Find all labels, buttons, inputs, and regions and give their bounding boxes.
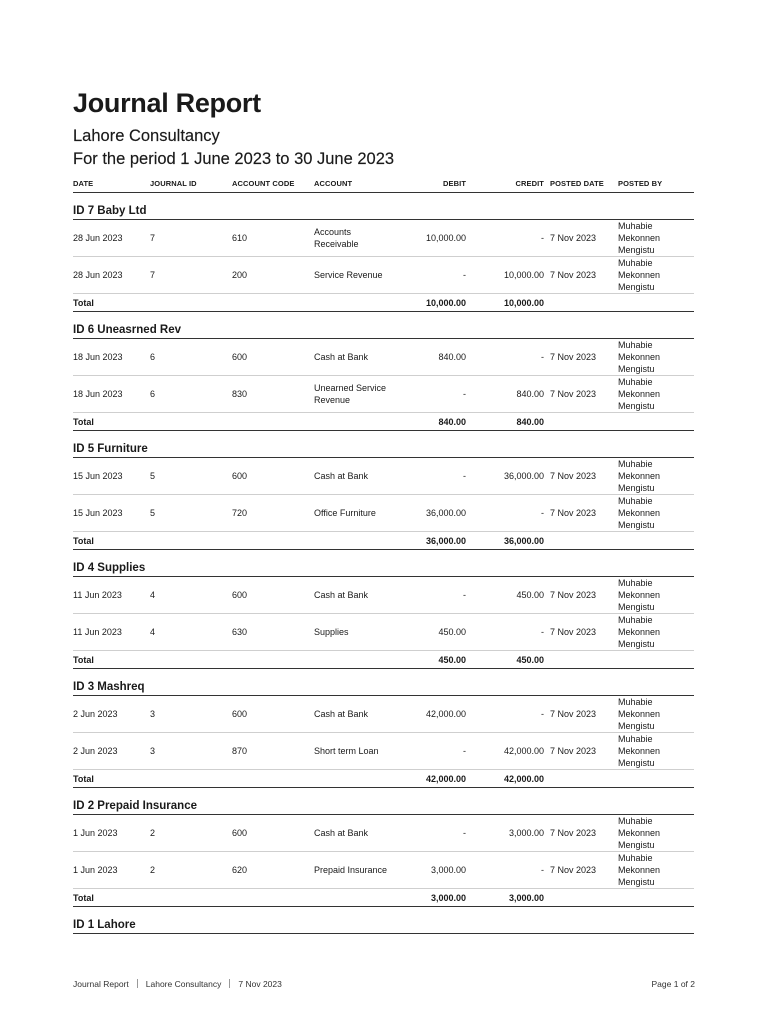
cell-date: 18 Jun 2023 [73, 339, 150, 376]
cell-posted-by: Muhabie Mekonnen Mengistu [618, 339, 694, 376]
report-period: For the period 1 June 2023 to 30 June 2023 [73, 150, 395, 168]
journal-group-heading-row [73, 193, 694, 220]
cell-credit: 42,000.00 [472, 733, 550, 770]
total-label: Total [73, 413, 150, 431]
cell-posted-date: 7 Nov 2023 [550, 577, 618, 614]
journal-total-row [73, 651, 694, 669]
cell-debit: 3,000.00 [394, 852, 472, 889]
total-label: Total [73, 770, 150, 788]
journal-group-heading: ID 6 Uneasrned Rev [73, 312, 694, 339]
journal-total-row [73, 532, 694, 550]
empty-cell [618, 532, 694, 550]
cell-posted-date: 7 Nov 2023 [550, 696, 618, 733]
total-label: Total [73, 532, 150, 550]
page-footer [73, 979, 695, 989]
table-row [73, 852, 694, 889]
empty-cell [618, 651, 694, 669]
footer-report-name: Journal Report [73, 979, 129, 989]
cell-account-code: 600 [232, 577, 314, 614]
cell-date: 2 Jun 2023 [73, 733, 150, 770]
cell-account-code: 630 [232, 614, 314, 651]
total-debit: 36,000.00 [394, 532, 472, 550]
cell-posted-by: Muhabie Mekonnen Mengistu [618, 815, 694, 852]
empty-cell [618, 889, 694, 907]
empty-cell [314, 770, 394, 788]
cell-credit: - [472, 339, 550, 376]
cell-posted-by: Muhabie Mekonnen Mengistu [618, 257, 694, 294]
cell-account-code: 600 [232, 815, 314, 852]
footer-page-number: Page 1 of 2 [651, 979, 695, 989]
cell-account: Cash at Bank [314, 577, 394, 614]
cell-journal-id: 3 [150, 733, 232, 770]
empty-cell [150, 294, 232, 312]
cell-posted-by: Muhabie Mekonnen Mengistu [618, 376, 694, 413]
empty-cell [314, 413, 394, 431]
empty-cell [314, 532, 394, 550]
cell-account-code: 600 [232, 339, 314, 376]
cell-posted-by: Muhabie Mekonnen Mengistu [618, 696, 694, 733]
cell-journal-id: 6 [150, 376, 232, 413]
cell-credit: 450.00 [472, 577, 550, 614]
column-header-credit: CREDIT [472, 175, 550, 193]
cell-posted-date: 7 Nov 2023 [550, 220, 618, 257]
empty-cell [618, 413, 694, 431]
empty-cell [618, 770, 694, 788]
empty-cell [550, 770, 618, 788]
empty-cell [232, 889, 314, 907]
cell-posted-by: Muhabie Mekonnen Mengistu [618, 220, 694, 257]
cell-credit: - [472, 495, 550, 532]
cell-account: Prepaid Insurance [314, 852, 394, 889]
total-label: Total [73, 294, 150, 312]
empty-cell [314, 889, 394, 907]
total-label: Total [73, 889, 150, 907]
cell-account: Cash at Bank [314, 458, 394, 495]
cell-credit: - [472, 614, 550, 651]
footer-divider [229, 979, 230, 988]
cell-account: Service Revenue [314, 257, 394, 294]
journal-total-row [73, 413, 694, 431]
total-debit: 10,000.00 [394, 294, 472, 312]
cell-journal-id: 2 [150, 815, 232, 852]
table-row [73, 577, 694, 614]
report-page [73, 86, 694, 934]
empty-cell [550, 889, 618, 907]
cell-date: 11 Jun 2023 [73, 577, 150, 614]
journal-group-heading-row [73, 907, 694, 934]
table-row [73, 614, 694, 651]
cell-posted-by: Muhabie Mekonnen Mengistu [618, 495, 694, 532]
cell-account: Accounts Receivable [314, 220, 394, 257]
footer-divider [137, 979, 138, 988]
cell-credit: 840.00 [472, 376, 550, 413]
cell-debit: - [394, 815, 472, 852]
total-label: Total [73, 651, 150, 669]
journal-group-heading-row [73, 550, 694, 577]
cell-posted-date: 7 Nov 2023 [550, 458, 618, 495]
journal-group-heading: ID 1 Lahore [73, 907, 694, 934]
footer-organization: Lahore Consultancy [145, 979, 222, 989]
cell-posted-date: 7 Nov 2023 [550, 852, 618, 889]
cell-posted-by: Muhabie Mekonnen Mengistu [618, 733, 694, 770]
empty-cell [232, 294, 314, 312]
empty-cell [550, 294, 618, 312]
journal-group-heading: ID 4 Supplies [73, 550, 694, 577]
cell-journal-id: 4 [150, 577, 232, 614]
column-header-account: ACCOUNT [314, 175, 394, 193]
empty-cell [232, 651, 314, 669]
cell-account-code: 720 [232, 495, 314, 532]
total-credit: 10,000.00 [472, 294, 550, 312]
column-header-debit: DEBIT [394, 175, 472, 193]
cell-journal-id: 7 [150, 220, 232, 257]
empty-cell [150, 532, 232, 550]
table-row [73, 495, 694, 532]
total-debit: 42,000.00 [394, 770, 472, 788]
cell-account: Cash at Bank [314, 815, 394, 852]
column-header-posted-date: POSTED DATE [550, 175, 618, 193]
cell-account-code: 620 [232, 852, 314, 889]
cell-account: Office Furniture [314, 495, 394, 532]
cell-journal-id: 2 [150, 852, 232, 889]
empty-cell [314, 294, 394, 312]
cell-journal-id: 3 [150, 696, 232, 733]
cell-journal-id: 5 [150, 458, 232, 495]
journal-total-row [73, 889, 694, 907]
empty-cell [618, 294, 694, 312]
table-row [73, 458, 694, 495]
journal-group-heading-row [73, 431, 694, 458]
cell-debit: - [394, 257, 472, 294]
cell-posted-by: Muhabie Mekonnen Mengistu [618, 458, 694, 495]
table-row [73, 376, 694, 413]
cell-debit: - [394, 458, 472, 495]
table-row [73, 733, 694, 770]
cell-date: 28 Jun 2023 [73, 257, 150, 294]
total-debit: 3,000.00 [394, 889, 472, 907]
cell-debit: 36,000.00 [394, 495, 472, 532]
column-header-account-code: ACCOUNT CODE [232, 175, 314, 193]
empty-cell [232, 770, 314, 788]
empty-cell [150, 770, 232, 788]
cell-account-code: 200 [232, 257, 314, 294]
cell-debit: 840.00 [394, 339, 472, 376]
cell-debit: - [394, 733, 472, 770]
journal-group-heading: ID 2 Prepaid Insurance [73, 788, 694, 815]
cell-account: Short term Loan [314, 733, 394, 770]
journal-group-heading-row [73, 312, 694, 339]
cell-account: Unearned Service Revenue [314, 376, 394, 413]
cell-posted-date: 7 Nov 2023 [550, 339, 618, 376]
table-row [73, 220, 694, 257]
cell-account: Cash at Bank [314, 696, 394, 733]
cell-credit: 10,000.00 [472, 257, 550, 294]
journal-group-heading: ID 5 Furniture [73, 431, 694, 458]
cell-credit: - [472, 696, 550, 733]
cell-credit: 3,000.00 [472, 815, 550, 852]
cell-journal-id: 7 [150, 257, 232, 294]
empty-cell [150, 889, 232, 907]
cell-posted-by: Muhabie Mekonnen Mengistu [618, 577, 694, 614]
cell-credit: - [472, 852, 550, 889]
cell-posted-by: Muhabie Mekonnen Mengistu [618, 614, 694, 651]
cell-posted-date: 7 Nov 2023 [550, 815, 618, 852]
cell-journal-id: 4 [150, 614, 232, 651]
cell-account: Supplies [314, 614, 394, 651]
cell-debit: 10,000.00 [394, 220, 472, 257]
table-row [73, 339, 694, 376]
cell-date: 28 Jun 2023 [73, 220, 150, 257]
cell-posted-date: 7 Nov 2023 [550, 733, 618, 770]
cell-account-code: 600 [232, 458, 314, 495]
empty-cell [232, 532, 314, 550]
table-row [73, 815, 694, 852]
journal-total-row [73, 294, 694, 312]
empty-cell [550, 651, 618, 669]
cell-account-code: 600 [232, 696, 314, 733]
column-header-posted-by: POSTED BY [618, 175, 694, 193]
cell-debit: 42,000.00 [394, 696, 472, 733]
cell-account-code: 610 [232, 220, 314, 257]
cell-debit: 450.00 [394, 614, 472, 651]
cell-credit: - [472, 220, 550, 257]
journal-group-heading: ID 7 Baby Ltd [73, 193, 694, 220]
total-credit: 3,000.00 [472, 889, 550, 907]
footer-date: 7 Nov 2023 [238, 979, 282, 989]
total-debit: 840.00 [394, 413, 472, 431]
empty-cell [232, 413, 314, 431]
table-row [73, 257, 694, 294]
total-credit: 36,000.00 [472, 532, 550, 550]
cell-date: 15 Jun 2023 [73, 458, 150, 495]
journal-group-heading-row [73, 669, 694, 696]
journal-total-row [73, 770, 694, 788]
journal-table [73, 175, 694, 934]
table-header-row [73, 175, 694, 193]
cell-date: 2 Jun 2023 [73, 696, 150, 733]
empty-cell [150, 413, 232, 431]
cell-date: 1 Jun 2023 [73, 815, 150, 852]
cell-posted-by: Muhabie Mekonnen Mengistu [618, 852, 694, 889]
column-header-journal-id: JOURNAL ID [150, 175, 232, 193]
cell-date: 1 Jun 2023 [73, 852, 150, 889]
cell-date: 18 Jun 2023 [73, 376, 150, 413]
empty-cell [550, 532, 618, 550]
cell-credit: 36,000.00 [472, 458, 550, 495]
empty-cell [150, 651, 232, 669]
total-debit: 450.00 [394, 651, 472, 669]
cell-journal-id: 6 [150, 339, 232, 376]
column-header-date: DATE [73, 175, 150, 193]
empty-cell [550, 413, 618, 431]
cell-posted-date: 7 Nov 2023 [550, 614, 618, 651]
cell-date: 11 Jun 2023 [73, 614, 150, 651]
empty-cell [314, 651, 394, 669]
organization-name: Lahore Consultancy [73, 127, 220, 145]
total-credit: 450.00 [472, 651, 550, 669]
cell-posted-date: 7 Nov 2023 [550, 376, 618, 413]
cell-debit: - [394, 376, 472, 413]
journal-body [73, 193, 694, 934]
cell-account: Cash at Bank [314, 339, 394, 376]
total-credit: 840.00 [472, 413, 550, 431]
cell-debit: - [394, 577, 472, 614]
total-credit: 42,000.00 [472, 770, 550, 788]
cell-account-code: 830 [232, 376, 314, 413]
cell-posted-date: 7 Nov 2023 [550, 495, 618, 532]
cell-account-code: 870 [232, 733, 314, 770]
cell-date: 15 Jun 2023 [73, 495, 150, 532]
cell-posted-date: 7 Nov 2023 [550, 257, 618, 294]
journal-group-heading: ID 3 Mashreq [73, 669, 694, 696]
report-title: Journal Report [73, 88, 261, 118]
journal-group-heading-row [73, 788, 694, 815]
table-row [73, 696, 694, 733]
cell-journal-id: 5 [150, 495, 232, 532]
